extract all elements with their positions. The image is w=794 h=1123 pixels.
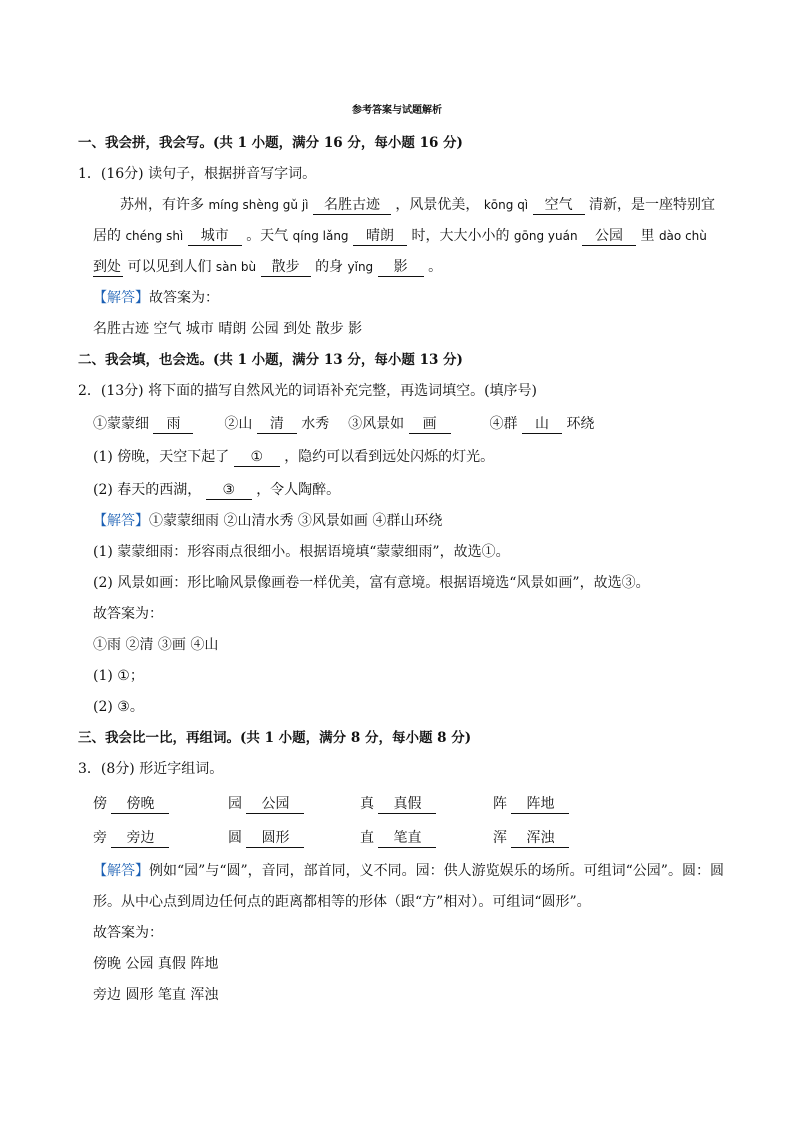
section-1-heading: 一、我会拼，我会写。(共 1 小题，满分 16 分，每小题 16 分) <box>78 135 463 151</box>
answer-blank: 空气 <box>533 196 585 215</box>
pinyin: míng shèng gǔ jì <box>208 198 309 212</box>
option-blank: 清 <box>257 415 297 434</box>
solution-text: 故答案为： <box>149 290 219 306</box>
q3-solution-cont: 形。从中心点到周边任何点的距离都相等的形体（跟“方”相对）。可组词“圆形”。 <box>93 894 591 910</box>
text: ，风景优美， <box>395 197 480 213</box>
word-pair <box>228 828 304 848</box>
text: 清新，是一座特别宜 <box>589 197 716 213</box>
q2-answer-2: (2) ③。 <box>93 699 144 715</box>
char: 阵 <box>493 796 507 812</box>
section-2-heading: 二、我会填，也会选。(共 1 小题，满分 13 分，每小题 13 分) <box>78 352 463 368</box>
answer-blank: 到处 <box>93 259 121 275</box>
word-pair <box>360 794 436 814</box>
option-text: ②山 <box>224 416 253 432</box>
pinyin: yǐng <box>347 260 374 274</box>
answer-blank: 公园 <box>582 227 636 246</box>
word-blank: 傍晚 <box>111 795 169 814</box>
pinyin: dào chù <box>658 229 707 243</box>
q2-solution <box>93 511 442 531</box>
q3-solution <box>93 861 724 881</box>
char: 旁 <box>93 830 107 846</box>
solution-tag: 【解答】 <box>93 290 149 306</box>
text: 居的 <box>93 228 121 244</box>
char: 浑 <box>493 830 507 846</box>
q3-answer-line-1: 傍晚 公园 真假 阵地 <box>93 956 219 972</box>
char: 傍 <box>93 796 107 812</box>
word-pair <box>360 828 436 848</box>
text: ，隐约可以看到远处闪烁的灯光。 <box>284 449 495 465</box>
solution-tag: 【解答】 <box>93 863 149 879</box>
q1-solution <box>93 288 219 308</box>
solution-text: ①蒙蒙细雨 ②山清水秀 ③风景如画 ④群山环绕 <box>149 513 443 529</box>
q2-sub-1 <box>93 447 494 467</box>
text: 。天气 <box>246 228 289 244</box>
text: ，令人陶醉。 <box>256 482 341 498</box>
option-blank: 画 <box>409 415 451 434</box>
solution-tag: 【解答】 <box>93 513 149 529</box>
text: 。 <box>428 259 443 275</box>
pinyin: sàn bù <box>215 260 257 274</box>
q2-options <box>93 414 594 434</box>
option-blank: 雨 <box>153 415 193 434</box>
word-pair <box>493 794 569 814</box>
q2-explain-1: (1) 蒙蒙细雨：形容雨点很细小。根据语境填“蒙蒙细雨”，故选①。 <box>93 544 510 560</box>
answer-blank: ③ <box>206 481 252 500</box>
word-blank: 圆形 <box>246 829 304 848</box>
word-blank: 公园 <box>246 795 304 814</box>
q2-answer-1: (1) ①； <box>93 668 144 684</box>
q1-passage-line-1 <box>120 195 715 215</box>
char: 园 <box>228 796 242 812</box>
word-blank: 浑浊 <box>511 829 569 848</box>
q1-passage-line-3 <box>93 257 442 277</box>
option-text: ④群 <box>489 416 518 432</box>
word-pair <box>93 794 169 814</box>
word-blank: 笔直 <box>378 829 436 848</box>
word-blank: 旁边 <box>111 829 169 848</box>
word-pair <box>93 828 169 848</box>
text: 苏州，有许多 <box>120 197 204 213</box>
text: (1) 傍晚，天空下起了 <box>93 449 230 465</box>
pinyin: kōng qì <box>483 198 529 212</box>
answer-blank: 影 <box>378 258 424 277</box>
text: 的身 <box>315 259 344 275</box>
option-text: 水秀 <box>301 416 330 432</box>
answer-blank: 城市 <box>188 227 242 246</box>
char: 真 <box>360 796 374 812</box>
text: 里 <box>640 228 655 244</box>
q3-answer-line-2: 旁边 圆形 笔直 浑浊 <box>93 987 219 1003</box>
option-blank: 山 <box>522 415 562 434</box>
section-3-heading: 三、我会比一比，再组词。(共 1 小题，满分 8 分，每小题 8 分) <box>78 730 472 746</box>
question-2-stem: 2．(13分) 将下面的描写自然风光的词语补充完整，再选词填空。(填序号) <box>78 383 538 399</box>
question-3-stem: 3．(8分) 形近字组词。 <box>78 761 224 777</box>
q1-passage-line-2 <box>93 226 707 246</box>
char: 圆 <box>228 830 242 846</box>
q2-explain-2: (2) 风景如画：形比喻风景像画卷一样优美，富有意境。根据语境选“风景如画”，故选③。 <box>93 575 650 591</box>
option-text: ③风景如 <box>348 416 405 432</box>
question-1-stem: 1．(16分) 读句子，根据拼音写字词。 <box>78 166 317 182</box>
text: 可以见到人们 <box>127 259 212 275</box>
answer-blank: 晴朗 <box>353 227 407 246</box>
solution-text: 例如“园”与“圆”，音同，部首同，义不同。园：供人游览娱乐的场所。可组词“公园”。圆：圆 <box>149 863 724 879</box>
word-pair <box>228 794 304 814</box>
answer-blank: 名胜古迹 <box>313 196 391 215</box>
pinyin: qíng lǎng <box>292 229 349 243</box>
pinyin: gōng yuán <box>513 229 578 243</box>
q2-sub-2 <box>93 480 340 500</box>
text: 时，大大小小的 <box>411 228 510 244</box>
option-text: 环绕 <box>566 416 595 432</box>
answer-blank: 散步 <box>261 258 311 277</box>
word-blank: 阵地 <box>511 795 569 814</box>
pinyin: chéng shì <box>125 229 184 243</box>
q3-conclude: 故答案为： <box>93 925 163 941</box>
page-title: 参考答案与试题解析 <box>352 105 442 116</box>
q2-answer-line: ①雨 ②清 ③画 ④山 <box>93 637 219 653</box>
word-blank: 真假 <box>378 795 436 814</box>
text: (2) 春天的西湖， <box>93 482 202 498</box>
answer-blank: ① <box>234 448 280 467</box>
q2-conclude: 故答案为： <box>93 606 163 622</box>
word-pair <box>493 828 569 848</box>
q1-answers: 名胜古迹 空气 城市 晴朗 公园 到处 散步 影 <box>93 321 363 337</box>
char: 直 <box>360 830 374 846</box>
option-text: ①蒙蒙细 <box>93 416 149 432</box>
